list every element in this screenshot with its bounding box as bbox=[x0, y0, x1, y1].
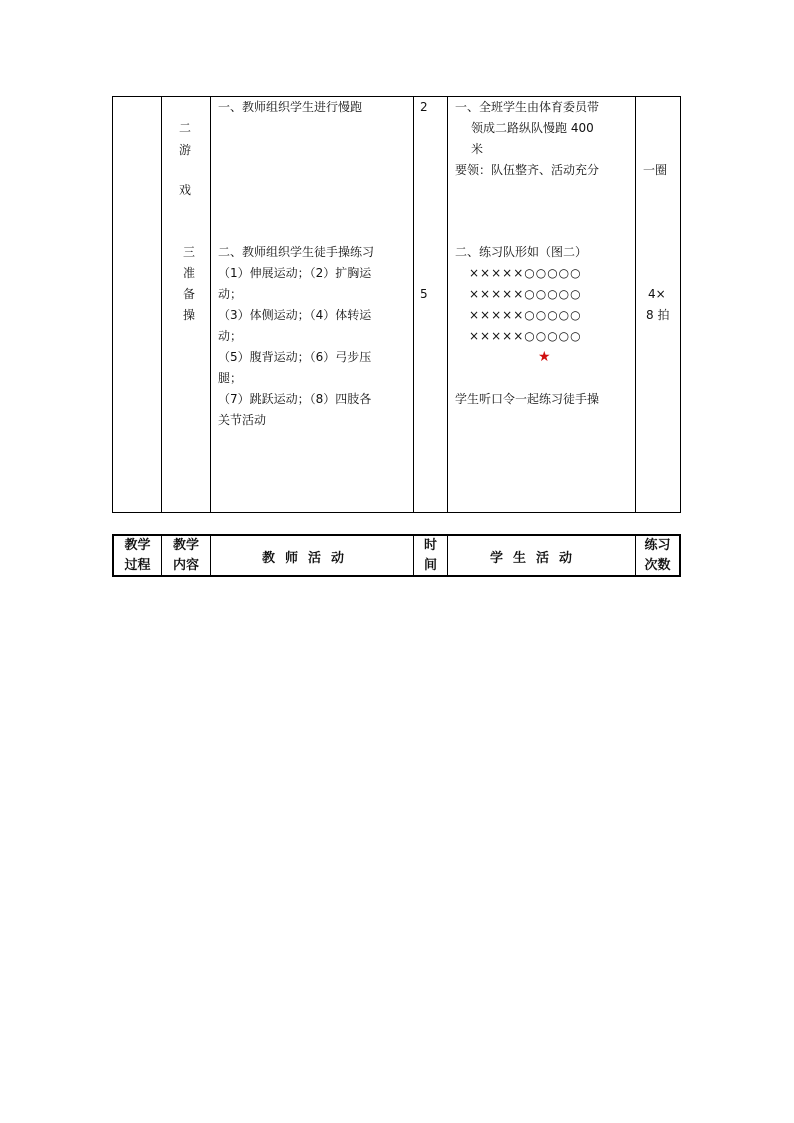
header-text-line: 次数 bbox=[644, 558, 671, 573]
column-divider bbox=[161, 96, 162, 513]
header-time bbox=[414, 536, 447, 576]
content-label-warmup-2: 准 bbox=[183, 266, 196, 280]
header-divider bbox=[447, 534, 448, 577]
teacher-activity-2-line: （3）体侧运动；（4）体转运 bbox=[218, 308, 372, 322]
header-text-line: 时 bbox=[423, 538, 437, 553]
header-text-line: 过程 bbox=[124, 558, 151, 573]
table-border-bottom bbox=[112, 512, 681, 513]
content-label-game-1: 二 bbox=[179, 121, 192, 135]
header-text-line: 间 bbox=[423, 558, 437, 573]
header-divider bbox=[210, 534, 211, 577]
content-label-game-2: 游 bbox=[179, 143, 192, 157]
column-divider bbox=[413, 96, 414, 513]
student-activity-1-key: 要领：队伍整齐、活动充分 bbox=[455, 163, 600, 177]
column-divider bbox=[210, 96, 211, 513]
teacher-activity-2-line: （1）伸展运动；（2）扩胸运 bbox=[218, 266, 372, 280]
content-label-game-3: 戏 bbox=[179, 183, 192, 197]
time-value: 5 bbox=[420, 287, 428, 301]
time-value: 2 bbox=[420, 100, 428, 114]
header-teaching-process bbox=[114, 536, 161, 576]
teacher-position-star-icon: ★ bbox=[538, 349, 551, 365]
formation-row: ×××××○○○○○ bbox=[469, 266, 582, 280]
header-text-line: 教学 bbox=[124, 538, 151, 553]
student-activity-1-line: 一、全班学生由体育委员带 bbox=[455, 100, 600, 114]
student-activity-1-line: 米 bbox=[471, 142, 484, 156]
content-label-warmup-3: 备 bbox=[183, 287, 196, 301]
teacher-activity-2-line: 腿； bbox=[218, 371, 243, 385]
header-text-line: 教学 bbox=[172, 538, 199, 553]
header-border-right bbox=[679, 534, 681, 577]
practice-count-line: 4× bbox=[648, 287, 666, 301]
teacher-activity-2-line: 动； bbox=[218, 287, 243, 301]
formation-row: ×××××○○○○○ bbox=[469, 329, 582, 343]
formation-row: ×××××○○○○○ bbox=[469, 308, 582, 322]
formation-title: 二、练习队形如（图二） bbox=[455, 245, 588, 259]
header-teacher-activity: 教师活动 bbox=[262, 551, 355, 566]
teacher-activity-1: 一、教师组织学生进行慢跑 bbox=[218, 100, 363, 114]
practice-count-line: 8 拍 bbox=[646, 308, 670, 322]
table-border-right bbox=[680, 96, 681, 513]
table-border-left bbox=[112, 96, 113, 513]
formation-row: ×××××○○○○○ bbox=[469, 287, 582, 301]
teacher-activity-2-line: 二、教师组织学生徒手操练习 bbox=[218, 245, 375, 259]
teacher-activity-2-line: 动； bbox=[218, 329, 243, 343]
teacher-activity-2-line: （5）腹背运动；（6）弓步压 bbox=[218, 350, 372, 364]
column-divider bbox=[635, 96, 636, 513]
content-label-warmup-4: 操 bbox=[183, 308, 196, 322]
practice-count: 一圈 bbox=[643, 163, 668, 177]
header-student-activity: 学生活动 bbox=[490, 551, 583, 566]
student-activity-2-note: 学生听口令一起练习徒手操 bbox=[455, 392, 600, 406]
column-divider bbox=[447, 96, 448, 513]
header-teaching-content bbox=[162, 536, 210, 576]
content-label-warmup-1: 三 bbox=[183, 245, 196, 259]
teacher-activity-2-line: 关节活动 bbox=[218, 413, 267, 427]
header-practice-count bbox=[636, 536, 679, 576]
header-text-line: 练习 bbox=[644, 538, 671, 553]
header-text-line: 内容 bbox=[172, 558, 199, 573]
student-activity-1-line: 领成二路纵队慢跑 400 bbox=[471, 121, 594, 135]
teacher-activity-2-line: （7）跳跃运动；（8）四肢各 bbox=[218, 392, 372, 406]
